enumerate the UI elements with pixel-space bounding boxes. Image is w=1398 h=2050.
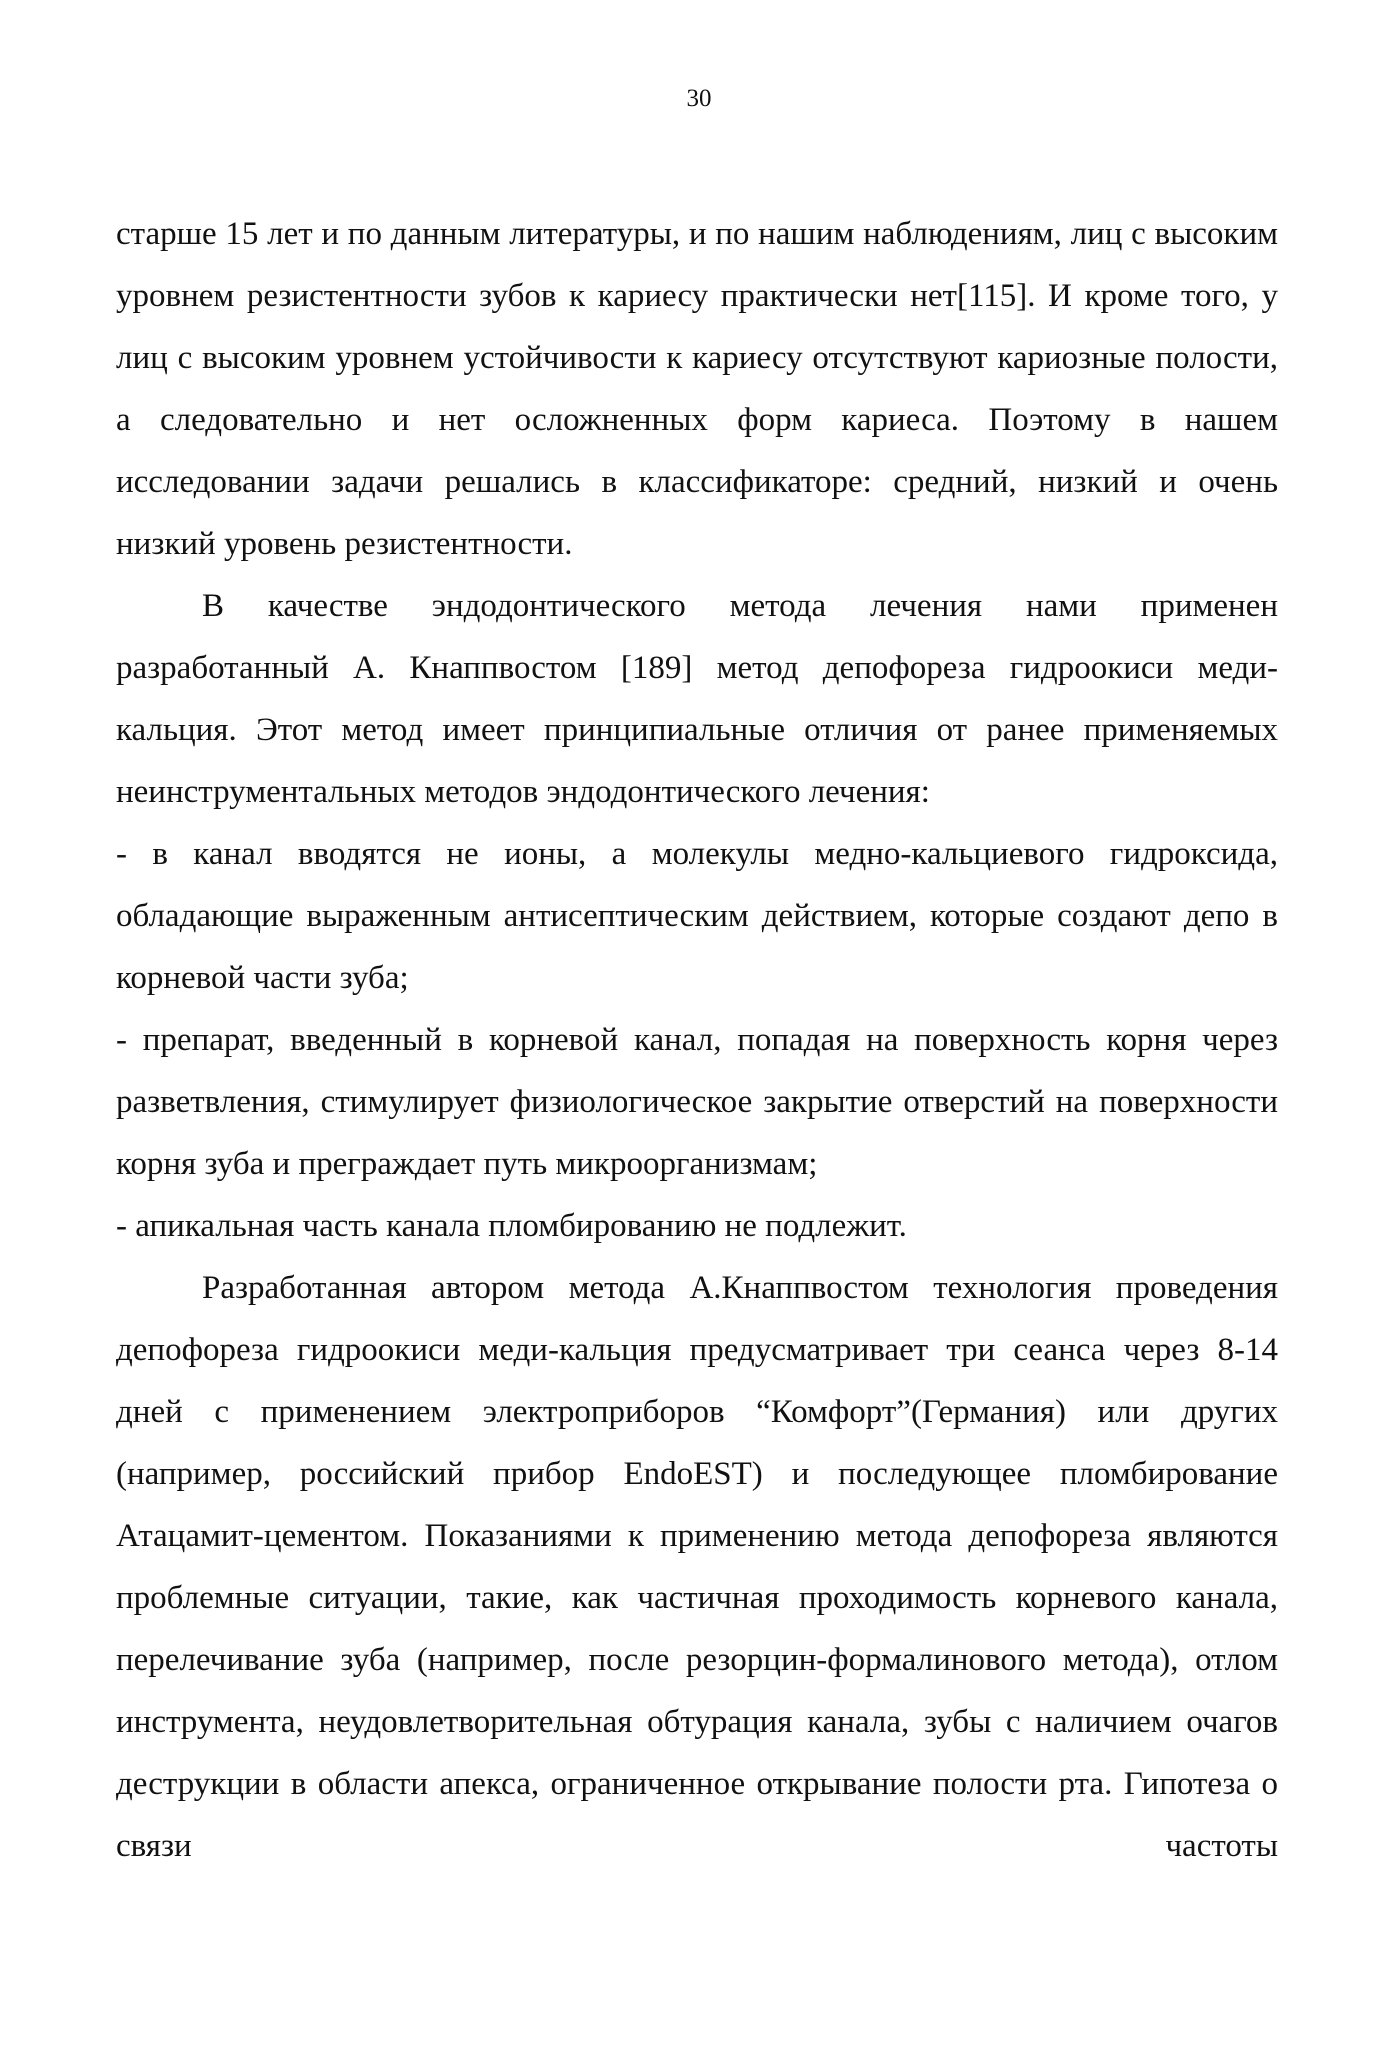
page-number: 30	[686, 85, 712, 112]
paragraph-resistance-levels: старше 15 лет и по данным литературы, и по нашим наблюдениям, лиц с высоким уровнем резистентности зубов к кариесу практически нет[115]. И кроме того, у лиц с высоким уровнем устойчивости к кариесу отсутствуют кариозные полости, а следовательно и нет осложненных форм кариеса. Поэтому в нашем исследовании задачи решались в классификаторе: средний, низкий и очень низкий уровень резистентности.	[116, 216, 1278, 562]
list-item-molecules: - в канал вводятся не ионы, а молекулы медно-кальциевого гидроксида, обладающие выраженным антисептическим действием, которые создают депо в корневой части зуба;	[116, 836, 1278, 996]
body-text	[116, 203, 1278, 1877]
list-item-apical-part: - апикальная часть канала пломбированию не подлежит.	[116, 1208, 907, 1244]
paragraph-depophoresis-method: В качестве эндодонтического метода лечения нами применен разработанный А. Кнаппвостом [189] метод депофореза гидроокиси меди-кальция. Этот метод имеет принципиальные отличия от ранее применяемых неинструментальных методов эндодонтического лечения:	[116, 588, 1278, 810]
list-item-root-surface: - препарат, введенный в корневой канал, попадая на поверхность корня через разветвления, стимулирует физиологическое закрытие отверстий на поверхности корня зуба и преграждает путь микроорганизмам;	[116, 1022, 1278, 1182]
paragraph-technology-indications: Разработанная автором метода А.Кнаппвостом технология проведения депофореза гидроокиси меди-кальция предусматривает три сеанса через 8-14 дней с применением электроприборов “Комфорт”(Германия) или других (например, российский прибор EndoEST) и последующее пломбирование Атацамит-цементом. Показаниями к применению метода депофореза являются проблемные ситуации, такие, как частичная проходимость корневого канала, перелечивание зуба (например, после резорцин-формалинового метода), отлом инструмента, неудовлетворительная обтурация канала, зубы с наличием очагов деструкции в области апекса, ограниченное открывание полости рта. Гипотеза о связи частоты	[116, 1270, 1278, 1864]
